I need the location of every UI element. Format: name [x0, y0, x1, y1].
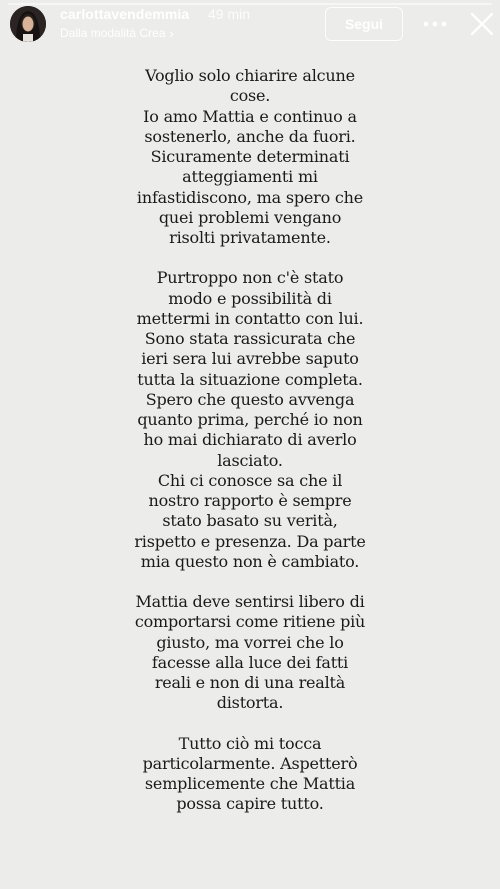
follow-button[interactable]: Segui: [325, 7, 403, 41]
story-text-line: Sono stata rassicurata che: [144, 329, 356, 348]
story-text-line: Purtroppo non c'è stato: [156, 268, 344, 288]
story-header: [0, 0, 500, 52]
creation-mode-link[interactable]: [60, 26, 174, 40]
story-text-line: mia questo non è cambiato.: [140, 551, 360, 571]
story-text-line: atteggiamenti mi: [182, 167, 318, 187]
story-text-line: giusto, ma vorrei che lo: [156, 632, 344, 652]
story-text: [0, 66, 500, 815]
story-text-line: Spero che questo avvenga: [145, 389, 355, 409]
story-text-line: sostenerlo, anche da fuori.: [144, 126, 356, 146]
story-text-line: particolarmente. Aspetterò: [142, 753, 358, 773]
story-text-line: modo e possibilità di: [168, 288, 332, 308]
avatar[interactable]: [10, 6, 46, 42]
chevron-right-icon: ›: [169, 25, 174, 41]
story-text-line: Voglio solo chiarire alcune: [145, 66, 355, 85]
story-text-line: stato basato su verità,: [162, 511, 338, 531]
story-text-line: quei problemi vengano: [158, 207, 342, 227]
story-text-line: lasciato.: [217, 450, 283, 470]
story-text-line: cose.: [229, 86, 271, 106]
story-text-line: risolti privatamente.: [169, 228, 331, 247]
more-icon: [423, 21, 447, 27]
story-text-line: Chi ci conosce sa che il: [157, 470, 343, 490]
more-options-button[interactable]: [420, 12, 450, 36]
story-text-line: quanto prima, perché io non: [137, 410, 363, 429]
story-text-line: mettermi in contatto con lui.: [136, 308, 364, 328]
story-paragraph: [0, 734, 500, 815]
story-paragraph: [0, 268, 500, 572]
story-text-line: reali e non di una realtà: [154, 673, 346, 692]
story-text-line: ho mai dichiarato di averlo: [143, 430, 357, 450]
username[interactable]: carlottavendemmia: [60, 6, 190, 22]
story-text-line: possa capire tutto.: [176, 794, 324, 814]
story-text-line: ieri sera lui avrebbe saputo: [141, 349, 359, 369]
story-timestamp: 49 min: [208, 6, 251, 22]
story-text-line: Io amo Mattia e continuo a: [143, 106, 357, 126]
story-paragraph: [0, 592, 500, 714]
story-text-line: tutta la situazione completa.: [137, 369, 363, 389]
close-icon: [470, 12, 494, 36]
story-text-line: semplicemente che Mattia: [144, 774, 356, 793]
story-text-line: Mattia deve sentirsi libero di: [135, 592, 365, 611]
story-text-line: rispetto e presenza. Da parte: [134, 531, 366, 551]
creation-mode-label: Dalla modalità Crea: [60, 26, 166, 40]
story-paragraph: [0, 66, 500, 248]
story-text-line: nostro rapporto è sempre: [148, 491, 352, 510]
story-text-line: comportarsi come ritiene più: [134, 612, 366, 632]
close-button[interactable]: [468, 10, 496, 38]
story-text-line: distorta.: [216, 693, 284, 713]
story-text-line: Sicuramente determinati: [150, 147, 350, 166]
story-text-line: facesse alla luce dei fatti: [151, 652, 349, 672]
story-text-line: Tutto ciò mi tocca: [178, 733, 322, 753]
story-text-line: infastidiscono, ma spero che: [136, 187, 364, 207]
